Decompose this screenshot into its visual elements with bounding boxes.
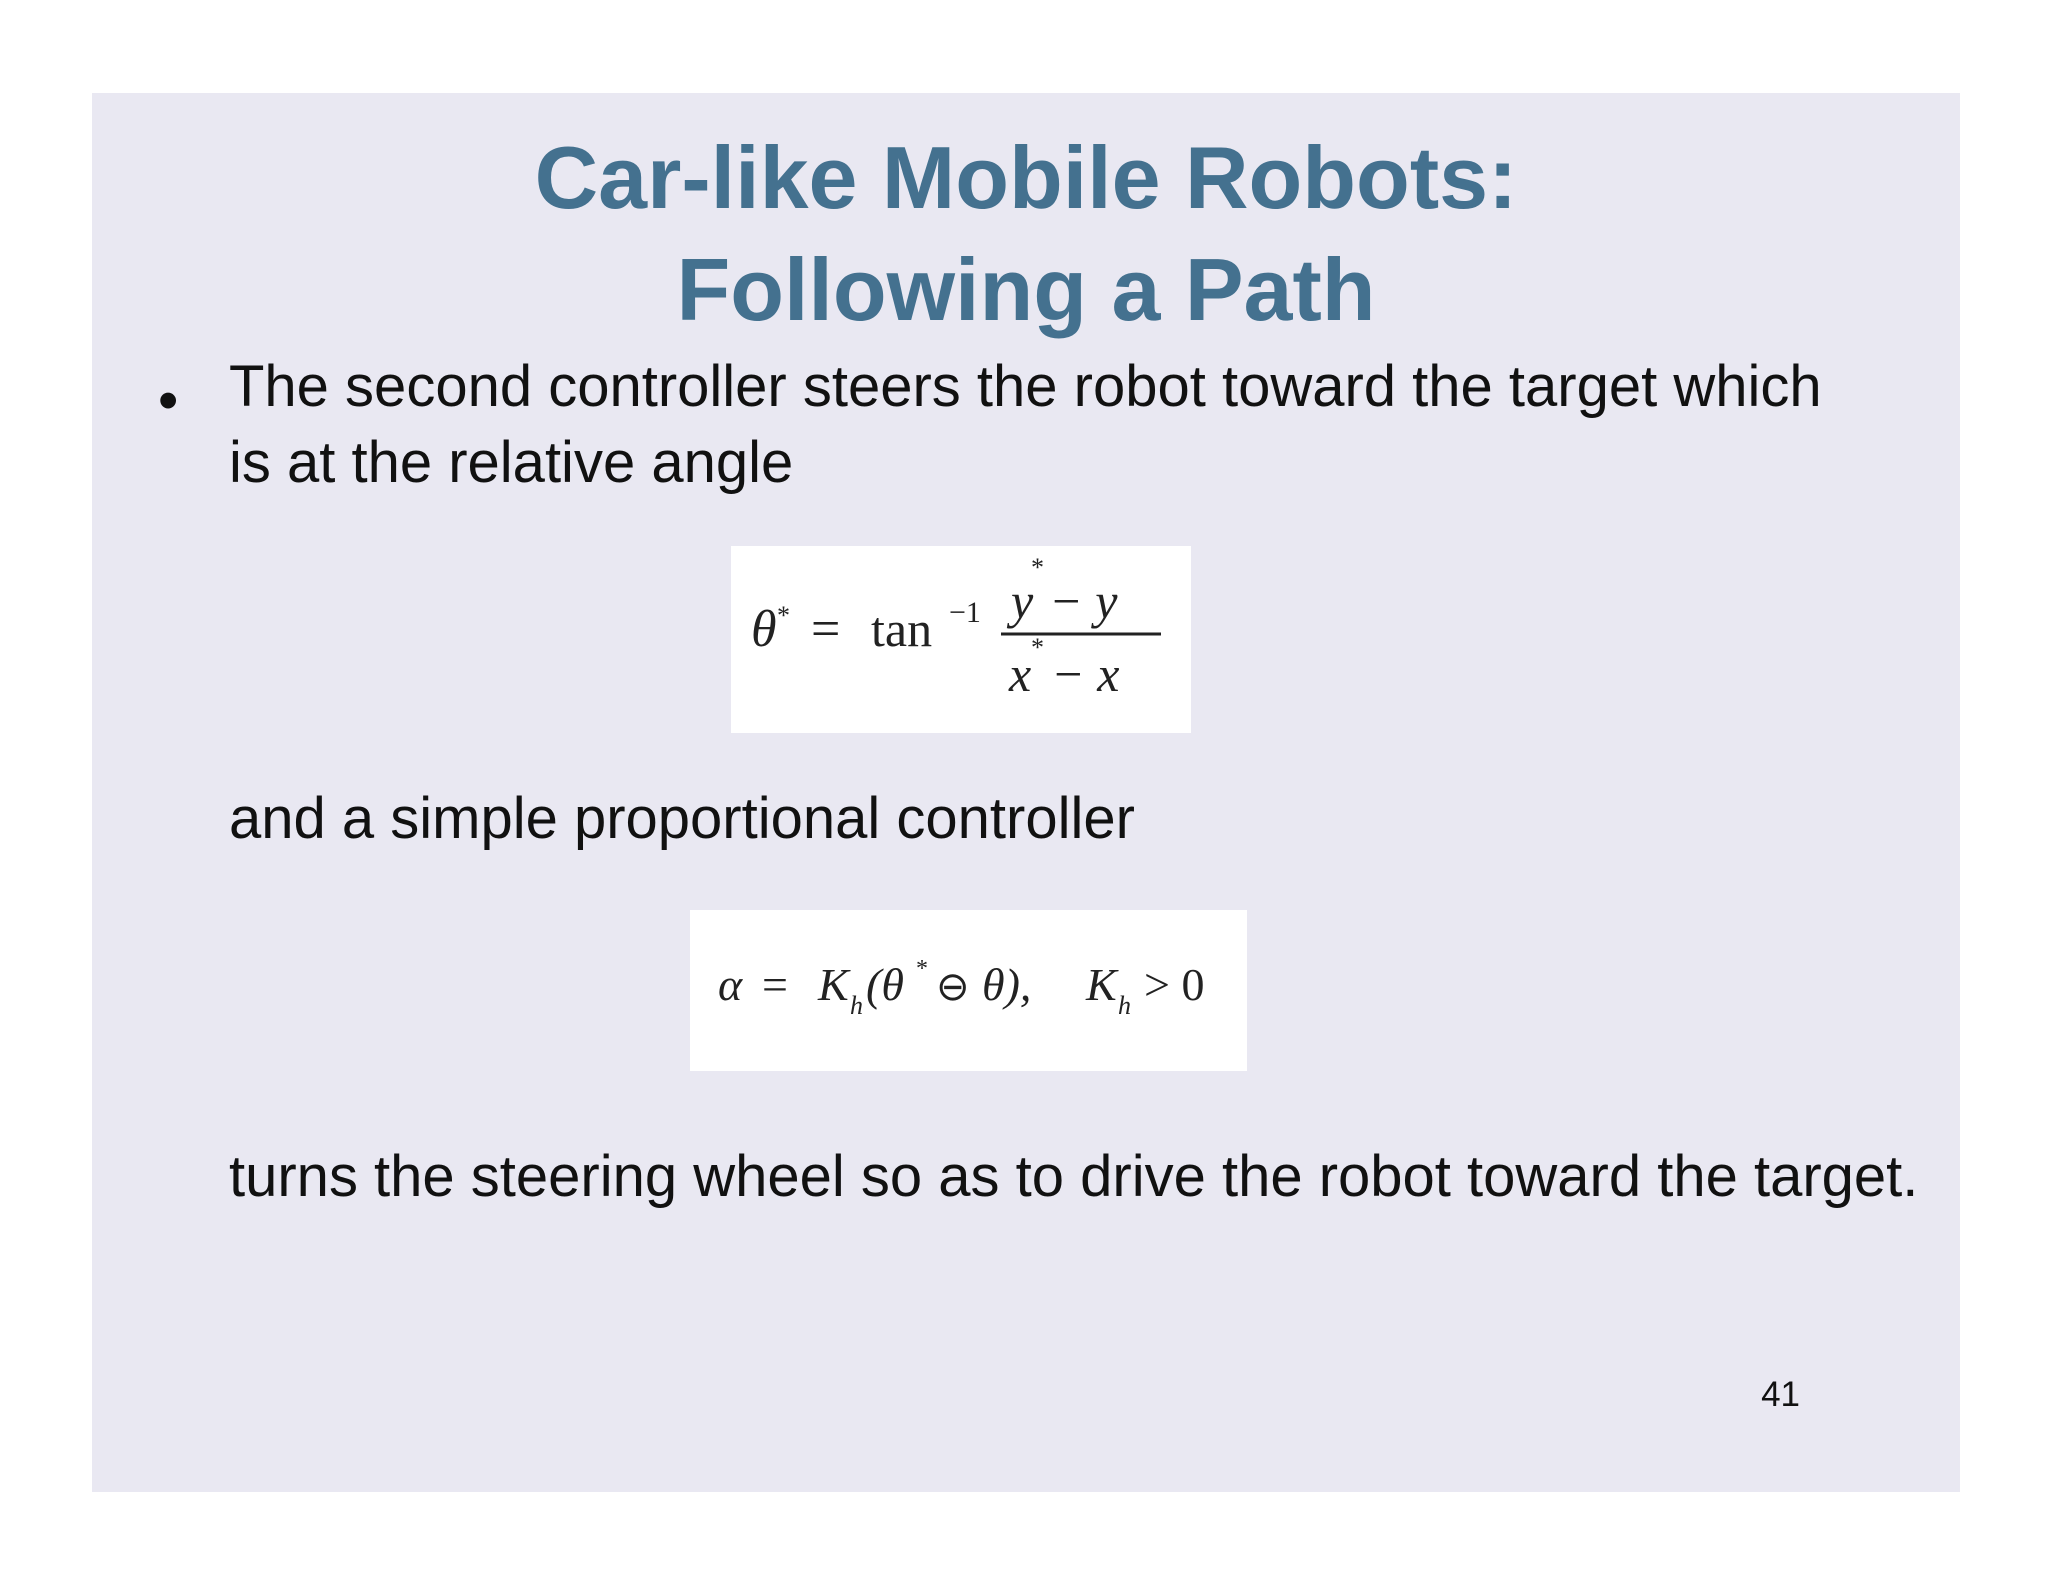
page-number: 41	[1761, 1375, 1800, 1414]
eq1-numerator-star: *	[1031, 553, 1044, 582]
eq1-theta: θ	[751, 601, 777, 658]
eq2-k-sub: h	[850, 991, 863, 1020]
paragraph-proportional-controller: and a simple proportional controller	[229, 786, 1135, 851]
equation-proportional-controller	[690, 910, 1247, 1071]
eq2-k2: K	[1086, 959, 1117, 1010]
slide-title-line-2: Following a Path	[676, 240, 1376, 339]
eq2-ominus: ⊖	[936, 964, 970, 1009]
eq1-denominator-star: *	[1031, 633, 1044, 662]
eq2-k: K	[818, 959, 849, 1010]
eq2-equals: =	[762, 959, 788, 1010]
eq1-tan: tan	[871, 601, 933, 657]
eq2-alpha: α	[718, 959, 743, 1010]
eq1-numerator-rest: − y	[1049, 573, 1118, 629]
slide	[92, 93, 1960, 1492]
eq2-k2-sub: h	[1118, 991, 1131, 1020]
eq1-theta-star: *	[777, 601, 790, 630]
eq1-numerator-y: y	[1011, 573, 1034, 629]
paragraph-steering: turns the steering wheel so as to drive the robot toward the target.	[229, 1144, 1919, 1209]
paragraph-relative-angle: The second controller steers the robot toward the target which is at the relative angle	[229, 354, 1822, 495]
slide-title-line-1: Car-like Mobile Robots:	[534, 128, 1518, 227]
eq1-inverse: −1	[949, 596, 981, 629]
eq1-equals: =	[811, 601, 841, 658]
equation-relative-angle	[731, 546, 1191, 733]
bullet-icon: •	[158, 368, 179, 433]
eq2-close: θ),	[982, 959, 1032, 1010]
eq2-gt-zero: > 0	[1144, 959, 1205, 1010]
eq2-star: *	[916, 956, 928, 982]
eq1-denominator-x: x	[1009, 646, 1032, 702]
eq1-denominator-rest: − x	[1051, 646, 1120, 702]
eq2-open-theta: (θ	[866, 959, 904, 1010]
